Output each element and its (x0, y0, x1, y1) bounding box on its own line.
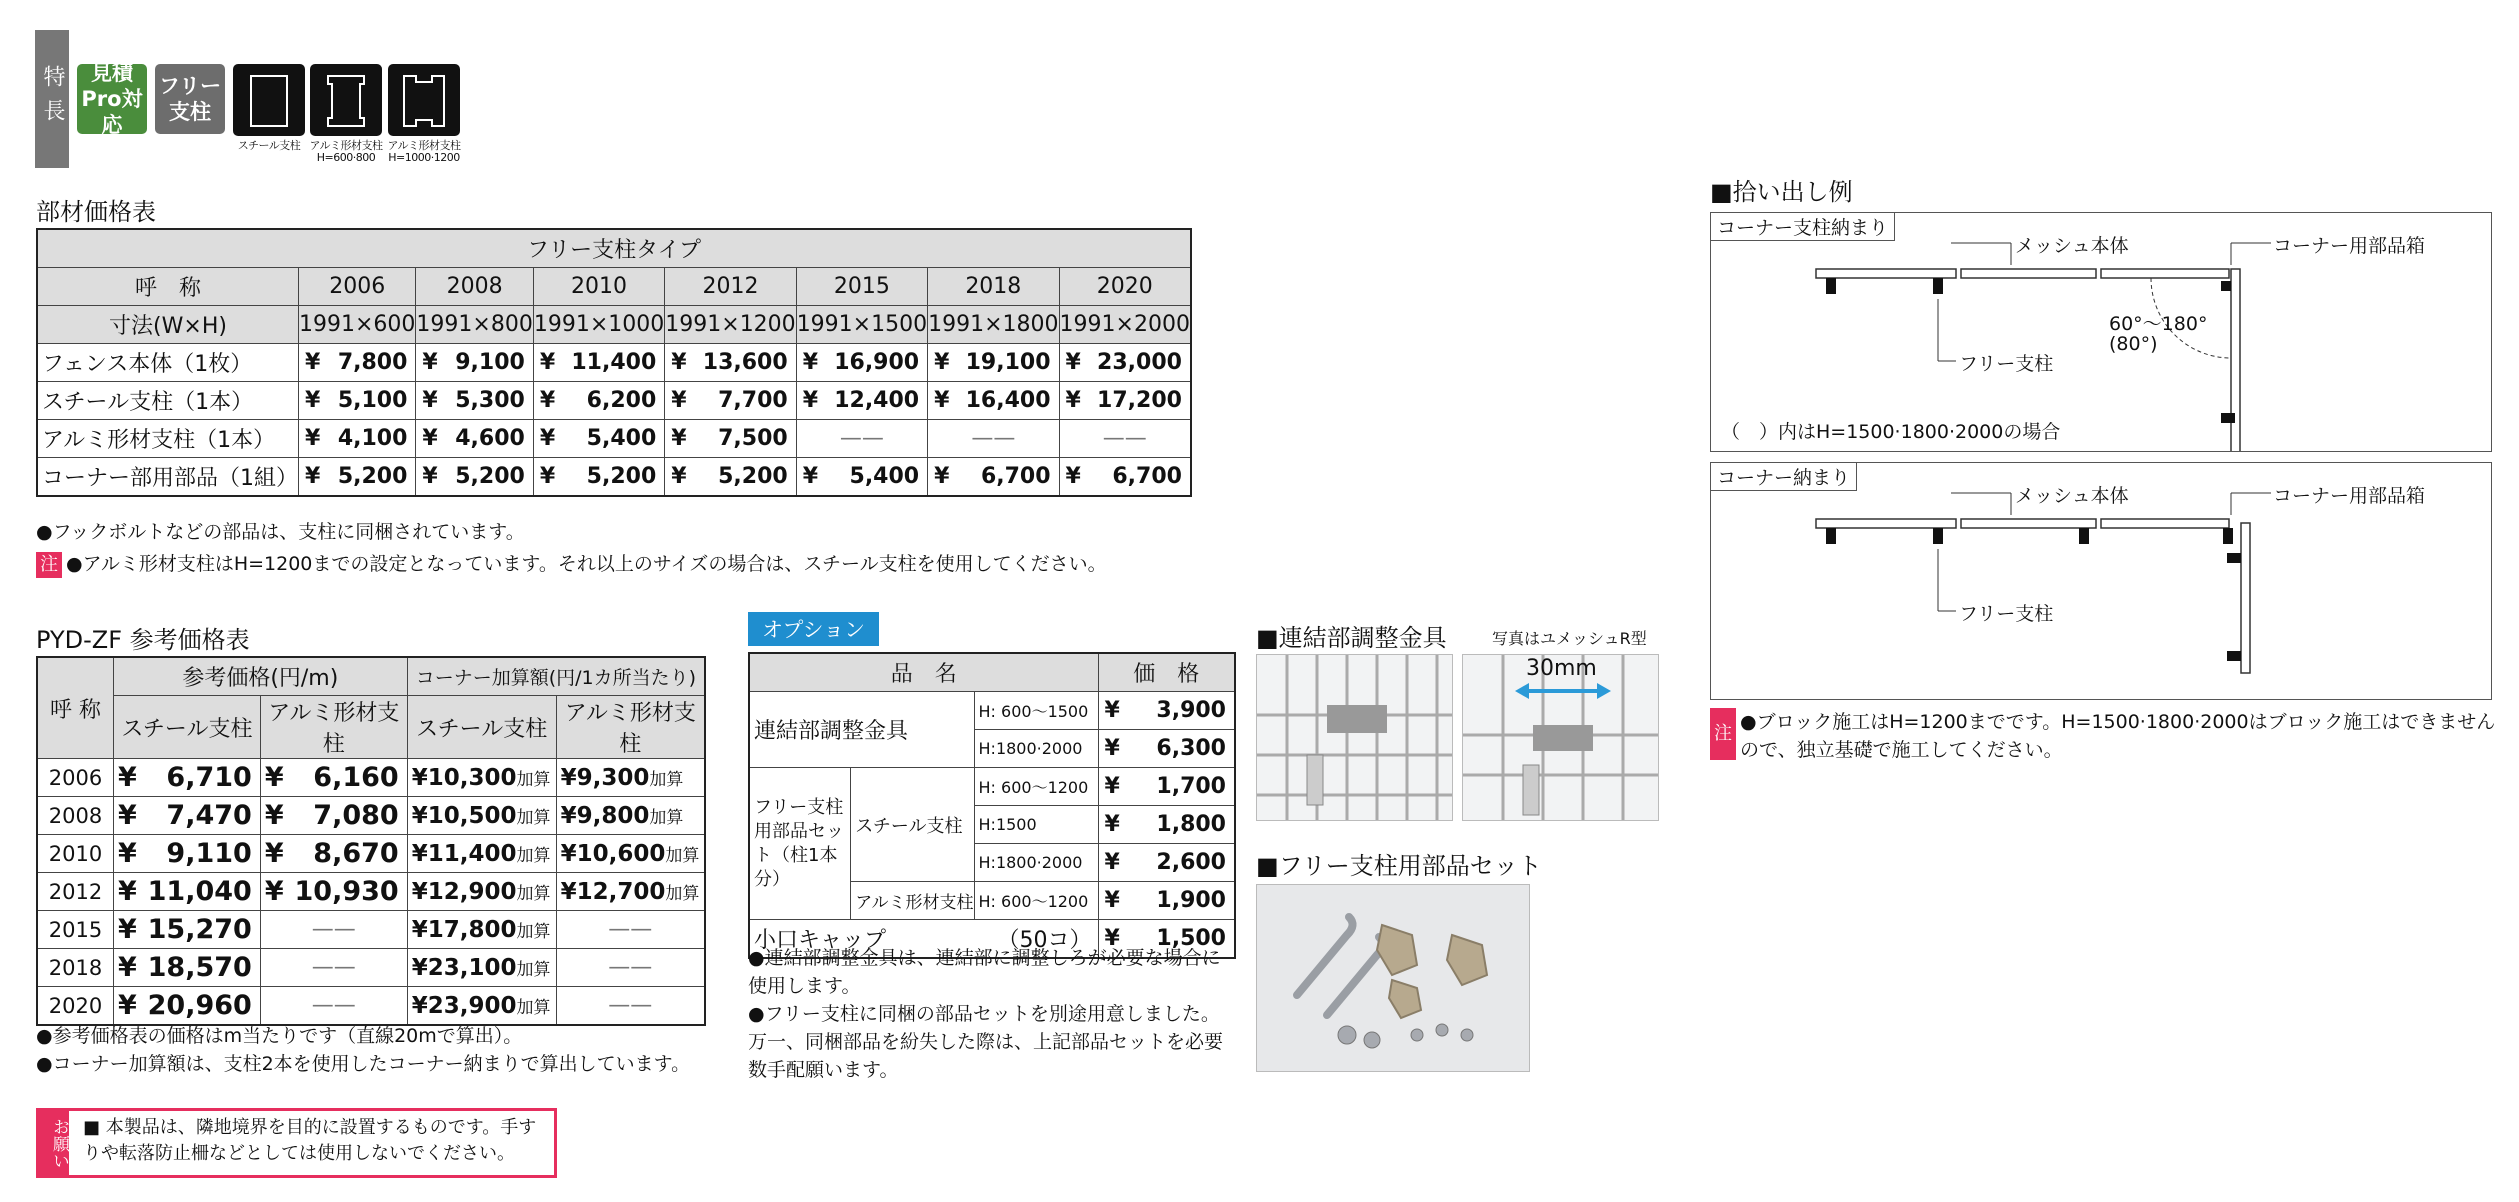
pickup-tab-1: コーナー支柱納まり (1710, 212, 1895, 241)
corner-steel-header: スチール支柱 (407, 696, 556, 759)
price-value: 9,110 (166, 838, 252, 869)
price-cell (416, 382, 533, 420)
free-post-label-2: フリー支柱 (1959, 603, 2054, 625)
price-cell (299, 420, 416, 458)
ref-price-cell (260, 797, 407, 835)
ref-price-cell (113, 949, 260, 987)
ref-steel-header: スチール支柱 (113, 696, 260, 759)
add-suffix: 加算 (649, 769, 684, 790)
price-value: 1,900 (1156, 888, 1226, 913)
ref-model: 2012 (37, 873, 113, 911)
yen-sign: ¥ (1104, 926, 1120, 951)
ref-price-cell (113, 987, 260, 1026)
parts-row (37, 458, 1191, 497)
steel-post-icon (233, 64, 305, 136)
price-value: 1,800 (1156, 812, 1226, 837)
parts-note-2 (36, 550, 1107, 578)
option-table (748, 652, 1236, 959)
corner-add-cell (407, 987, 556, 1026)
price-value: 10,500 (427, 802, 517, 829)
price-value: 7,080 (313, 800, 399, 831)
model-2015: 2015 (796, 268, 927, 306)
yen-sign: ¥ (1104, 698, 1120, 723)
price-value: 13,600 (702, 350, 788, 375)
corner-add-cell (407, 835, 556, 873)
price-cell (1059, 344, 1191, 382)
price-cell (665, 420, 796, 458)
add-suffix: 加算 (516, 845, 551, 866)
yen-sign: ¥ (411, 954, 428, 981)
price-value: 6,710 (166, 762, 252, 793)
yen-sign: ¥ (117, 990, 137, 1021)
price-cell (533, 458, 664, 497)
corner-add-cell (407, 911, 556, 949)
yen-sign: ¥ (1104, 736, 1120, 761)
yen-sign: ¥ (411, 802, 428, 829)
price-value: 23,900 (427, 992, 517, 1019)
ref-price-cell (260, 759, 407, 797)
ref-alum-header: アルミ形材支柱 (260, 696, 407, 759)
yen-sign: ¥ (411, 764, 428, 791)
option-note-2: ●フリー支柱に同梱の部品セットを別途用意しました。万一、同梱部品を紛失した際は、上記部品セットを必要数手配願います。 (748, 1003, 1224, 1081)
empty-cell: —— (556, 987, 705, 1026)
pickup-diagram-1 (1710, 212, 2492, 452)
steel-post-caption: スチール支柱 (237, 139, 301, 152)
ref-model: 2018 (37, 949, 113, 987)
price-value: 5,200 (718, 464, 788, 489)
size-cell: 1991×1800 (928, 306, 1059, 344)
connector-label: 連結部調整金具 (749, 692, 974, 768)
alum-post-caption-name: アルミ形材支柱 (309, 139, 383, 152)
ref-model: 2020 (37, 987, 113, 1026)
yen-sign: ¥ (671, 426, 687, 451)
name-header: 呼 称 (37, 268, 299, 306)
ref-price-cell (113, 797, 260, 835)
parts-set-label: フリー支柱用部品セット（柱1本分） (749, 768, 851, 920)
price-value: 11,400 (571, 350, 657, 375)
connector-photo-note: 写真はユメッシュR型 (1492, 629, 1647, 648)
price-value: 4,100 (337, 426, 408, 451)
price-value: 7,700 (718, 388, 788, 413)
price-cell (299, 344, 416, 382)
alum-h1: H: 600～1200 (974, 882, 1098, 920)
yen-sign: ¥ (539, 350, 556, 375)
corner-add-cell (407, 797, 556, 835)
price-value: 23,100 (427, 954, 517, 981)
request-box (36, 1108, 557, 1178)
alum-post-large-icon (388, 64, 460, 136)
price-value: 5,100 (337, 388, 408, 413)
empty-cell: —— (796, 420, 927, 458)
yen-sign: ¥ (422, 464, 438, 489)
ref-price-header: 参考価格(円/m) (113, 657, 407, 696)
price-value: 11,400 (427, 840, 517, 867)
yen-sign: ¥ (1104, 850, 1120, 875)
price-value: 11,040 (147, 876, 252, 907)
yen-sign: ¥ (934, 350, 950, 375)
price-cell (533, 420, 664, 458)
alum-label: アルミ形材支柱 (851, 882, 974, 920)
pickup-diagram-2 (1710, 462, 2492, 700)
price-value: 5,200 (586, 464, 657, 489)
yen-sign: ¥ (1104, 774, 1120, 799)
connector-h1: H: 600～1500 (974, 692, 1098, 730)
price-cell (416, 458, 533, 497)
option-note-1: ●連結部調整金具は、連結部に調整しろが必要な場合に使用します。 (748, 947, 1221, 997)
empty-cell: —— (260, 949, 407, 987)
yen-sign: ¥ (1065, 464, 1081, 489)
empty-cell: —— (556, 949, 705, 987)
price-value: 9,800 (576, 802, 650, 829)
cap-name: 小口キャップ (754, 928, 887, 953)
yen-sign: ¥ (305, 426, 321, 451)
ref-price-cell (260, 873, 407, 911)
pickup-caution-tag: 注 (1710, 708, 1736, 760)
connector-photo-1 (1256, 654, 1453, 821)
price-value: 17,200 (1097, 388, 1182, 413)
alum-post-caption-height: H=600·800 (316, 151, 376, 164)
yen-sign: ¥ (264, 838, 284, 869)
connector-section-title: ■連結部調整金具 (1256, 624, 1447, 652)
yen-sign: ¥ (802, 388, 818, 413)
ref-model: 2015 (37, 911, 113, 949)
yen-sign: ¥ (411, 916, 428, 943)
price-cell (928, 344, 1059, 382)
mesh-label-2: メッシュ本体 (2015, 485, 2129, 507)
parts-row (37, 382, 1191, 420)
empty-cell: —— (1059, 420, 1191, 458)
alum-price-1 (1098, 882, 1235, 920)
price-cell (928, 458, 1059, 497)
angle-sub-label: (80°) (2109, 333, 2158, 355)
corner-add-header: コーナー加算額(円/1カ所当たり) (407, 657, 705, 696)
price-value: 12,700 (576, 878, 666, 905)
price-cell (665, 382, 796, 420)
price-value: 16,400 (965, 388, 1051, 413)
add-suffix: 加算 (516, 997, 551, 1018)
price-value: 23,000 (1097, 350, 1182, 375)
price-value: 6,160 (313, 762, 399, 793)
empty-cell: —— (928, 420, 1059, 458)
steel-price-1 (1098, 768, 1235, 806)
ref-note-2: ●コーナー加算額は、支柱2本を使用したコーナー納まりで算出しています。 (36, 1053, 691, 1075)
price-value: 12,400 (834, 388, 920, 413)
features-label: 特長 (35, 30, 69, 168)
corner-add-cell (407, 759, 556, 797)
option-item-header: 品 名 (749, 653, 1098, 692)
corner-add-cell (556, 759, 705, 797)
pickup-note (1710, 708, 2500, 764)
free-post-label-1: フリー支柱 (1959, 353, 2054, 375)
ref-note-1: ●参考価格表の価格はm当たりです（直線20mで算出）。 (36, 1025, 523, 1047)
size-cell: 1991×1000 (533, 306, 664, 344)
alum-post-caption (302, 140, 390, 164)
yen-sign: ¥ (305, 388, 321, 413)
steel-h3: H:1800·2000 (974, 844, 1098, 882)
connector-price-2 (1098, 730, 1235, 768)
price-value: 19,100 (965, 350, 1051, 375)
price-value: 10,600 (576, 840, 666, 867)
price-cell (416, 420, 533, 458)
price-value: 16,900 (834, 350, 920, 375)
parts-row-label: コーナー部用部品（1組） (37, 458, 299, 497)
price-cell (928, 382, 1059, 420)
parts-row-label: スチール支柱（1本） (37, 382, 299, 420)
yen-sign: ¥ (117, 952, 137, 983)
yen-sign: ¥ (1065, 388, 1081, 413)
size-cell: 1991×800 (416, 306, 533, 344)
yen-sign: ¥ (539, 426, 556, 451)
steel-price-2 (1098, 806, 1235, 844)
model-2006: 2006 (299, 268, 416, 306)
parts-table-body (37, 344, 1191, 497)
ref-row (37, 911, 705, 949)
add-suffix: 加算 (516, 959, 551, 980)
connector-dim: 30mm (1526, 656, 1597, 681)
model-2020: 2020 (1059, 268, 1191, 306)
add-suffix: 加算 (516, 807, 551, 828)
price-value: 2,600 (1156, 850, 1226, 875)
price-value: 7,500 (718, 426, 788, 451)
steel-label: スチール支柱 (851, 768, 974, 882)
price-value: 12,900 (427, 878, 517, 905)
ref-price-cell (113, 911, 260, 949)
add-suffix: 加算 (516, 769, 551, 790)
yen-sign: ¥ (264, 876, 284, 907)
add-suffix: 加算 (516, 921, 551, 942)
yen-sign: ¥ (264, 800, 284, 831)
yen-sign: ¥ (117, 914, 137, 945)
price-value: 4,600 (455, 426, 525, 451)
yen-sign: ¥ (539, 464, 556, 489)
steel-price-3 (1098, 844, 1235, 882)
empty-cell: —— (260, 987, 407, 1026)
yen-sign: ¥ (671, 388, 687, 413)
yen-sign: ¥ (560, 764, 577, 791)
corner-add-cell (407, 949, 556, 987)
parts-row (37, 420, 1191, 458)
ref-price-table (36, 656, 706, 1026)
price-value: 1,500 (1156, 926, 1226, 951)
price-cell (299, 382, 416, 420)
add-suffix: 加算 (649, 807, 684, 828)
yen-sign: ¥ (1104, 812, 1120, 837)
price-value: 9,100 (455, 350, 525, 375)
price-value: 7,800 (337, 350, 408, 375)
type-header: フリー支柱タイプ (37, 229, 1191, 268)
yen-sign: ¥ (802, 464, 818, 489)
yen-sign: ¥ (305, 464, 321, 489)
caution-tag: 注 (36, 552, 62, 578)
option-tag: オプション (748, 612, 879, 646)
yen-sign: ¥ (117, 800, 137, 831)
parts-row (37, 344, 1191, 382)
size-header: 寸法(W×H) (37, 306, 299, 344)
yen-sign: ¥ (422, 388, 438, 413)
yen-sign: ¥ (411, 992, 428, 1019)
option-price-header: 価 格 (1098, 653, 1235, 692)
yen-sign: ¥ (264, 762, 284, 793)
yen-sign: ¥ (422, 350, 438, 375)
price-cell (1059, 458, 1191, 497)
badge-free-post: フリー支柱 (155, 64, 225, 134)
yen-sign: ¥ (671, 350, 687, 375)
ref-price-cell (260, 835, 407, 873)
yen-sign: ¥ (802, 350, 818, 375)
corner-add-cell (407, 873, 556, 911)
angle-label: 60°～180° (2109, 313, 2208, 335)
price-cell (416, 344, 533, 382)
steel-h2: H:1500 (974, 806, 1098, 844)
steel-h1: H: 600～1200 (974, 768, 1098, 806)
parts-note-2-text: ●アルミ形材支柱はH=1200までの設定となっています。それ以上のサイズの場合は、スチール支柱を使用してください。 (66, 553, 1107, 575)
paren-note: （ ）内はH=1500·1800·2000の場合 (1721, 421, 2061, 443)
model-2012: 2012 (665, 268, 796, 306)
cap-qty: （50コ） (997, 928, 1092, 953)
price-value: 5,400 (586, 426, 657, 451)
price-value: 6,300 (1156, 736, 1226, 761)
model-2010: 2010 (533, 268, 664, 306)
add-suffix: 加算 (665, 845, 700, 866)
parts-set-section-title: ■フリー支柱用部品セット (1256, 852, 1542, 880)
alum-post-icon (310, 64, 382, 136)
price-value: 3,900 (1156, 698, 1226, 723)
ref-price-cell (113, 835, 260, 873)
ref-row (37, 759, 705, 797)
parts-price-table (36, 228, 1192, 497)
yen-sign: ¥ (305, 350, 321, 375)
price-cell (1059, 382, 1191, 420)
price-value: 6,200 (586, 388, 657, 413)
mesh-label-1: メッシュ本体 (2015, 235, 2129, 257)
ref-row (37, 987, 705, 1026)
model-2008: 2008 (416, 268, 533, 306)
ref-table-title: PYD-ZF 参考価格表 (36, 626, 250, 654)
corner-add-cell (556, 797, 705, 835)
alum-post-large-caption-height: H=1000·1200 (388, 151, 460, 164)
connector-price-1 (1098, 692, 1235, 730)
alum-post-large-caption (380, 140, 468, 164)
add-suffix: 加算 (516, 883, 551, 904)
price-value: 20,960 (147, 990, 252, 1021)
yen-sign: ¥ (411, 878, 428, 905)
corner-add-cell (556, 873, 705, 911)
ref-row (37, 797, 705, 835)
ref-row (37, 949, 705, 987)
price-value: 9,300 (576, 764, 650, 791)
ref-model: 2006 (37, 759, 113, 797)
corner-alum-header: アルミ形材支柱 (556, 696, 705, 759)
yen-sign: ¥ (671, 464, 687, 489)
price-value: 10,930 (294, 876, 399, 907)
corner-box-label-2: コーナー用部品箱 (2273, 485, 2426, 507)
ref-model: 2010 (37, 835, 113, 873)
size-cell: 1991×600 (299, 306, 416, 344)
price-value: 15,270 (147, 914, 252, 945)
price-cell (665, 344, 796, 382)
badge-estimate-pro: 見積Pro対応 (77, 64, 147, 134)
pickup-title: ■拾い出し例 (1710, 178, 1853, 206)
price-cell (796, 344, 927, 382)
price-value: 5,200 (455, 464, 525, 489)
parts-row-label: アルミ形材支柱（1本） (37, 420, 299, 458)
model-2018: 2018 (928, 268, 1059, 306)
price-value: 17,800 (427, 916, 517, 943)
yen-sign: ¥ (539, 388, 556, 413)
parts-table-title: 部材価格表 (36, 198, 156, 226)
price-value: 7,470 (166, 800, 252, 831)
price-value: 5,200 (337, 464, 408, 489)
price-value: 10,300 (427, 764, 517, 791)
price-cell (665, 458, 796, 497)
size-cell: 1991×1200 (665, 306, 796, 344)
yen-sign: ¥ (934, 388, 950, 413)
yen-sign: ¥ (117, 838, 137, 869)
corner-box-label-1: コーナー用部品箱 (2273, 235, 2426, 257)
yen-sign: ¥ (560, 878, 577, 905)
ref-row (37, 835, 705, 873)
price-cell (299, 458, 416, 497)
price-cell (796, 382, 927, 420)
size-cell: 1991×2000 (1059, 306, 1191, 344)
parts-note-1: ●フックボルトなどの部品は、支柱に同梱されています。 (36, 521, 525, 543)
parts-row-label: フェンス本体（1枚） (37, 344, 299, 382)
yen-sign: ¥ (1065, 350, 1081, 375)
price-cell (796, 458, 927, 497)
price-value: 8,670 (313, 838, 399, 869)
ref-table-body (37, 759, 705, 1026)
add-suffix: 加算 (665, 883, 700, 904)
parts-set-photo (1256, 884, 1530, 1072)
yen-sign: ¥ (422, 426, 438, 451)
pickup-tab-2: コーナー納まり (1710, 462, 1857, 491)
ref-model: 2008 (37, 797, 113, 835)
corner-add-cell (556, 835, 705, 873)
yen-sign: ¥ (560, 802, 577, 829)
size-cell: 1991×1500 (796, 306, 927, 344)
connector-h2: H:1800·2000 (974, 730, 1098, 768)
yen-sign: ¥ (560, 840, 577, 867)
pickup-note-text: ●ブロック施工はH=1200までです。H=1500·1800·2000はブロック施工はできませんので、独立基礎で施工してください。 (1740, 711, 2496, 761)
price-value: 5,300 (455, 388, 525, 413)
request-tag: お願い (39, 1111, 69, 1175)
price-cell (533, 382, 664, 420)
price-value: 18,570 (147, 952, 252, 983)
ref-price-cell (113, 759, 260, 797)
price-value: 1,700 (1156, 774, 1226, 799)
yen-sign: ¥ (117, 762, 137, 793)
alum-post-large-caption-name: アルミ形材支柱 (387, 139, 461, 152)
empty-cell: —— (260, 911, 407, 949)
yen-sign: ¥ (1104, 888, 1120, 913)
price-value: 5,400 (849, 464, 920, 489)
yen-sign: ¥ (934, 464, 950, 489)
yen-sign: ¥ (411, 840, 428, 867)
ref-price-cell (113, 873, 260, 911)
price-value: 6,700 (1112, 464, 1182, 489)
price-cell (533, 344, 664, 382)
price-value: 6,700 (980, 464, 1051, 489)
ref-name-header: 呼 称 (37, 657, 113, 759)
empty-cell: —— (556, 911, 705, 949)
request-text: ■ 本製品は、隣地境界を目的に設置するものです。手すりや転落防止柵などとしては使用しないでください。 (83, 1117, 537, 1164)
ref-row (37, 873, 705, 911)
yen-sign: ¥ (117, 876, 137, 907)
